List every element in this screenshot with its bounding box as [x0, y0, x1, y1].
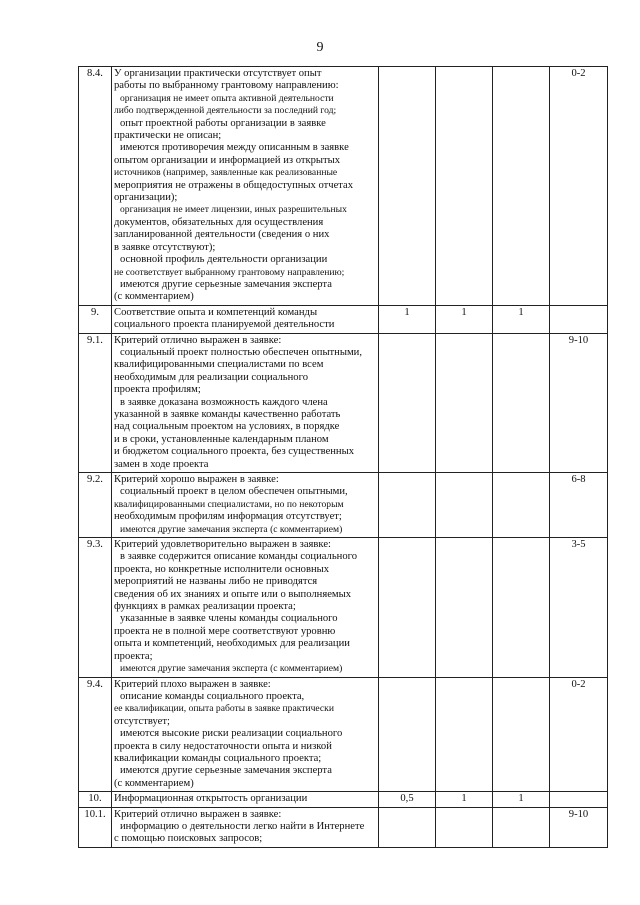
criteria-row [79, 792, 608, 807]
value-cell-c3: 1 [493, 792, 550, 807]
criterion-text [112, 333, 379, 472]
value-cell-c2 [436, 473, 493, 538]
criterion-text-line: мероприятий не названы либо не приводятся [114, 576, 318, 588]
criteria-row [79, 305, 608, 333]
score-range: 0-2 [550, 677, 608, 792]
criterion-text-line: организация не имеет лицензии, иных разрешительных [120, 204, 347, 216]
row-number: 10.1. [79, 807, 112, 847]
value-cell-c3 [493, 538, 550, 677]
value-cell-c1 [379, 333, 436, 472]
criterion-text-line: имеются другие серьезные замечания эксперта [120, 278, 332, 290]
criterion-text-line: имеются другие замечания эксперта (с комментарием) [120, 663, 343, 675]
criterion-text-line: опытом организации и информацией из открытых [114, 154, 341, 166]
criterion-text-line: работы по выбранному грантовому направлению: [114, 80, 339, 92]
value-cell-c3 [493, 807, 550, 847]
criterion-text-line: в заявке доказана возможность каждого члена [120, 396, 328, 408]
criterion-text-line: проекта в силу недостаточности опыта и низкой [114, 740, 332, 752]
criterion-text-line: в заявке содержится описание команды социального [120, 551, 358, 563]
row-number: 9.2. [79, 473, 112, 538]
criterion-text-line: запланированной деятельности (сведения о них [114, 229, 330, 241]
criterion-text [112, 807, 379, 847]
criterion-text-line: с помощью поисковых запросов; [114, 833, 263, 845]
criterion-text-line: информацию о деятельности легко найти в Интернете [120, 820, 365, 832]
value-cell-c1 [379, 67, 436, 306]
criterion-text-line: организация не имеет опыта активной деятельности [120, 92, 334, 104]
criterion-text-line: Критерий отлично выражен в заявке: [114, 808, 282, 820]
value-cell-c1 [379, 538, 436, 677]
criterion-text-line: проекта профилям; [114, 384, 201, 396]
criterion-text-line: квалифицированными специалистами по всем [114, 359, 324, 371]
criterion-text-line: имеются другие замечания эксперта (с комментарием) [120, 523, 343, 535]
criterion-text-line: в заявке отсутствуют); [114, 241, 216, 253]
row-number: 9.4. [79, 677, 112, 792]
criterion-text-line: и бюджетом социального проекта, без существенных [114, 446, 355, 458]
criteria-row [79, 677, 608, 792]
criterion-text-line: отсутствует; [114, 715, 170, 727]
criterion-text-line: практически не описан; [114, 130, 222, 142]
criterion-text-line: имеются другие серьезные замечания эксперта [120, 765, 332, 777]
criterion-text-line: документов, обязательных для осуществления [114, 216, 324, 228]
criterion-text-line: ее квалификации, опыта работы в заявке практически [114, 703, 334, 715]
criterion-text-line: (с комментарием) [114, 291, 194, 303]
score-range [550, 305, 608, 333]
criterion-text-line: и в сроки, установленные календарным планом [114, 433, 329, 445]
criterion-text-line: мероприятия не отражены в общедоступных отчетах [114, 179, 354, 191]
criterion-text-line: указанной в заявке команды качественно работать [114, 408, 341, 420]
criterion-text-line: не соответствует выбранному грантовому направлению; [114, 266, 345, 278]
value-cell-c2: 1 [436, 792, 493, 807]
criterion-text-line: проекта не в полной мере соответствуют уровню [114, 625, 336, 637]
criterion-text-line: (с комментарием) [114, 777, 194, 789]
criterion-text-line: необходимым для реализации социального [114, 371, 308, 383]
criterion-text-line: либо подтвержденной деятельности за последний год; [114, 105, 337, 117]
criterion-text-line: указанные в заявке члены команды социального [120, 613, 338, 625]
criterion-text-line: квалифицированными специалистами, но по некоторым [114, 498, 344, 510]
value-cell-c1 [379, 677, 436, 792]
criterion-text-line: опыта и компетенций, необходимых для реализации [114, 638, 350, 650]
criterion-text-line: замен в ходе проекта [114, 458, 209, 470]
criterion-text-line: Критерий отлично выражен в заявке: [114, 334, 282, 346]
value-cell-c3 [493, 677, 550, 792]
criteria-row [79, 333, 608, 472]
criterion-text-line: опыт проектной работы организации в заявке [120, 117, 326, 129]
row-number: 9. [79, 305, 112, 333]
row-number: 9.3. [79, 538, 112, 677]
row-number: 10. [79, 792, 112, 807]
criterion-text [112, 677, 379, 792]
criteria-row [79, 538, 608, 677]
criterion-text-line: проекта; [114, 650, 153, 662]
value-cell-c3 [493, 473, 550, 538]
score-range: 3-5 [550, 538, 608, 677]
criterion-text-line: имеются высокие риски реализации социального [120, 728, 343, 740]
criterion-text-line: сведения об их знаниях и опыте или о выполняемых [114, 588, 352, 600]
criterion-text [112, 305, 379, 333]
value-cell-c3: 1 [493, 305, 550, 333]
value-cell-c2 [436, 333, 493, 472]
score-range [550, 792, 608, 807]
criteria-row [79, 807, 608, 847]
criterion-text-line: Соответствие опыта и компетенций команды [114, 306, 318, 318]
criterion-text-line: описание команды социального проекта, [120, 690, 305, 702]
page-number: 9 [316, 40, 324, 55]
value-cell-c1: 1 [379, 305, 436, 333]
value-cell-c2 [436, 677, 493, 792]
criteria-row [79, 473, 608, 538]
score-range: 6-8 [550, 473, 608, 538]
criterion-text-line: Информационная открытость организации [114, 793, 308, 805]
criterion-text-line: необходимым профилям информация отсутствует; [114, 511, 342, 523]
row-number: 9.1. [79, 333, 112, 472]
value-cell-c3 [493, 67, 550, 306]
criterion-text [112, 473, 379, 538]
criterion-text-line: социальный проект полностью обеспечен опытными, [120, 346, 362, 358]
row-number: 8.4. [79, 67, 112, 306]
criterion-text-line: социального проекта планируемой деятельности [114, 319, 335, 331]
criterion-text [112, 67, 379, 306]
score-range: 9-10 [550, 333, 608, 472]
criterion-text [112, 792, 379, 807]
value-cell-c1 [379, 807, 436, 847]
criterion-text-line: Критерий хорошо выражен в заявке: [114, 474, 279, 485]
value-cell-c1: 0,5 [379, 792, 436, 807]
value-cell-c2 [436, 67, 493, 306]
value-cell-c2 [436, 807, 493, 847]
criterion-text-line: над социальным проектом на условиях, в порядке [114, 421, 340, 433]
value-cell-c3 [493, 333, 550, 472]
score-range: 0-2 [550, 67, 608, 306]
criterion-text-line: У организации практически отсутствует опыт [114, 68, 322, 79]
criterion-text-line: функциях в рамках реализации проекта; [114, 601, 296, 613]
value-cell-c1 [379, 473, 436, 538]
criterion-text [112, 538, 379, 677]
criterion-text-line: Критерий плохо выражен в заявке: [114, 678, 271, 690]
criterion-text-line: организации); [114, 192, 178, 204]
criterion-text-line: проекта, но конкретные исполнители основных [114, 563, 330, 575]
criteria-table [78, 66, 608, 848]
criteria-row [79, 67, 608, 306]
score-range: 9-10 [550, 807, 608, 847]
criterion-text-line: основной профиль деятельности организации [120, 254, 328, 266]
criterion-text-line: источников (например, заявленные как реализованные [114, 167, 338, 179]
criteria-table-body [79, 67, 608, 848]
criterion-text-line: социальный проект в целом обеспечен опытными, [120, 486, 348, 498]
criterion-text-line: квалификации команды социального проекта; [114, 752, 322, 764]
criterion-text-line: Критерий удовлетворительно выражен в заявке: [114, 539, 331, 551]
value-cell-c2 [436, 538, 493, 677]
criterion-text-line: имеются противоречия между описанным в заявке [120, 142, 349, 154]
value-cell-c2: 1 [436, 305, 493, 333]
